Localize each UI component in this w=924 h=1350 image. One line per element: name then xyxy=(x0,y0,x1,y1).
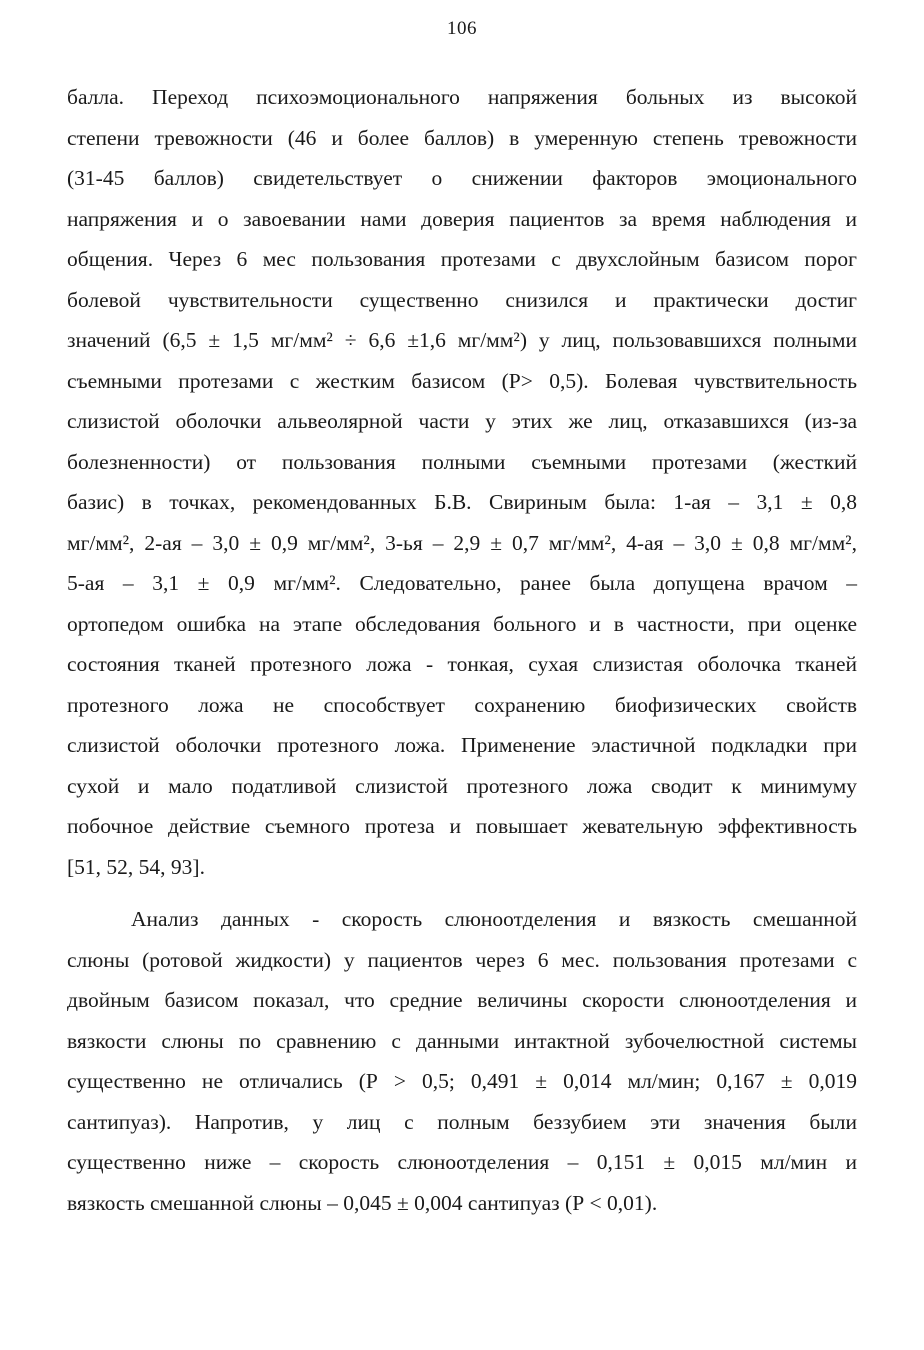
text-line: сантипуаз). Напротив, у лиц с полным беззубием эти значения были xyxy=(67,1109,857,1134)
text-line: значений (6,5 ± 1,5 мг/мм² ÷ 6,6 ±1,6 мг/мм²) у лиц, пользовавшихся полными xyxy=(67,328,857,352)
text-line: слизистой оболочки протезного ложа. Применение эластичной подкладки при xyxy=(67,733,857,757)
text-line: слизистой оболочки альвеолярной части у этих же лиц, отказавшихся (из-за xyxy=(67,409,857,433)
text-line: существенно не отличались (Р > 0,5; 0,491 ± 0,014 мл/мин; 0,167 ± 0,019 xyxy=(67,1069,857,1093)
text-line: ортопедом ошибка на этапе обследования больного и в частности, при оценке xyxy=(67,611,857,636)
text-line: двойным базисом показал, что средние величины скорости слюноотделения и xyxy=(67,988,857,1012)
paragraph-2 xyxy=(67,899,857,1223)
text-line: побочное действие съемного протеза и повышает жевательную эффективность xyxy=(67,814,857,838)
text-line: (31-45 баллов) свидетельствует о снижении факторов эмоционального xyxy=(67,166,857,190)
text-line: вязкости слюны по сравнению с данными интактной зубочелюстной системы xyxy=(67,1028,857,1053)
text-line: вязкость смешанной слюны – 0,045 ± 0,004 сантипуаз (Р < 0,01). xyxy=(67,1190,658,1215)
paragraph-1 xyxy=(67,77,857,887)
text-line: [51, 52, 54, 93]. xyxy=(67,854,205,879)
text-line: балла. Переход психоэмоционального напряжения больных из высокой xyxy=(67,85,857,109)
text-line: Анализ данных - скорость слюноотделения и вязкость смешанной xyxy=(131,907,857,931)
text-line: существенно ниже – скорость слюноотделения – 0,151 ± 0,015 мл/мин и xyxy=(67,1150,857,1174)
text-line: степени тревожности (46 и более баллов) в умеренную степень тревожности xyxy=(67,125,857,150)
text-line: напряжения и о завоевании нами доверия пациентов за время наблюдения и xyxy=(67,206,857,231)
text-line: общения. Через 6 мес пользования протезами с двухслойным базисом порог xyxy=(67,247,857,271)
text-line: съемными протезами с жестким базисом (Р> 0,5). Болевая чувствительность xyxy=(67,368,857,393)
page-number: 106 xyxy=(447,18,477,39)
text-line: состояния тканей протезного ложа - тонкая, сухая слизистая оболочка тканей xyxy=(67,652,857,676)
text-line: слюны (ротовой жидкости) у пациентов через 6 мес. пользования протезами с xyxy=(67,947,857,972)
text-line: болезненности) от пользования полными съемными протезами (жесткий xyxy=(67,449,857,474)
text-line: протезного ложа не способствует сохранению биофизических свойств xyxy=(67,692,857,717)
text-line: 5-ая – 3,1 ± 0,9 мг/мм². Следовательно, ранее была допущена врачом – xyxy=(67,571,857,595)
text-line: болевой чувствительности существенно снизился и практически достиг xyxy=(67,287,857,312)
text-line: мг/мм², 2-ая – 3,0 ± 0,9 мг/мм², 3-ья – 2,9 ± 0,7 мг/мм², 4-ая – 3,0 ± 0,8 мг/мм², xyxy=(67,530,857,555)
text-line: сухой и мало податливой слизистой протезного ложа сводит к минимуму xyxy=(67,773,857,798)
text-line: базис) в точках, рекомендованных Б.В. Свириным была: 1-ая – 3,1 ± 0,8 xyxy=(67,490,857,514)
